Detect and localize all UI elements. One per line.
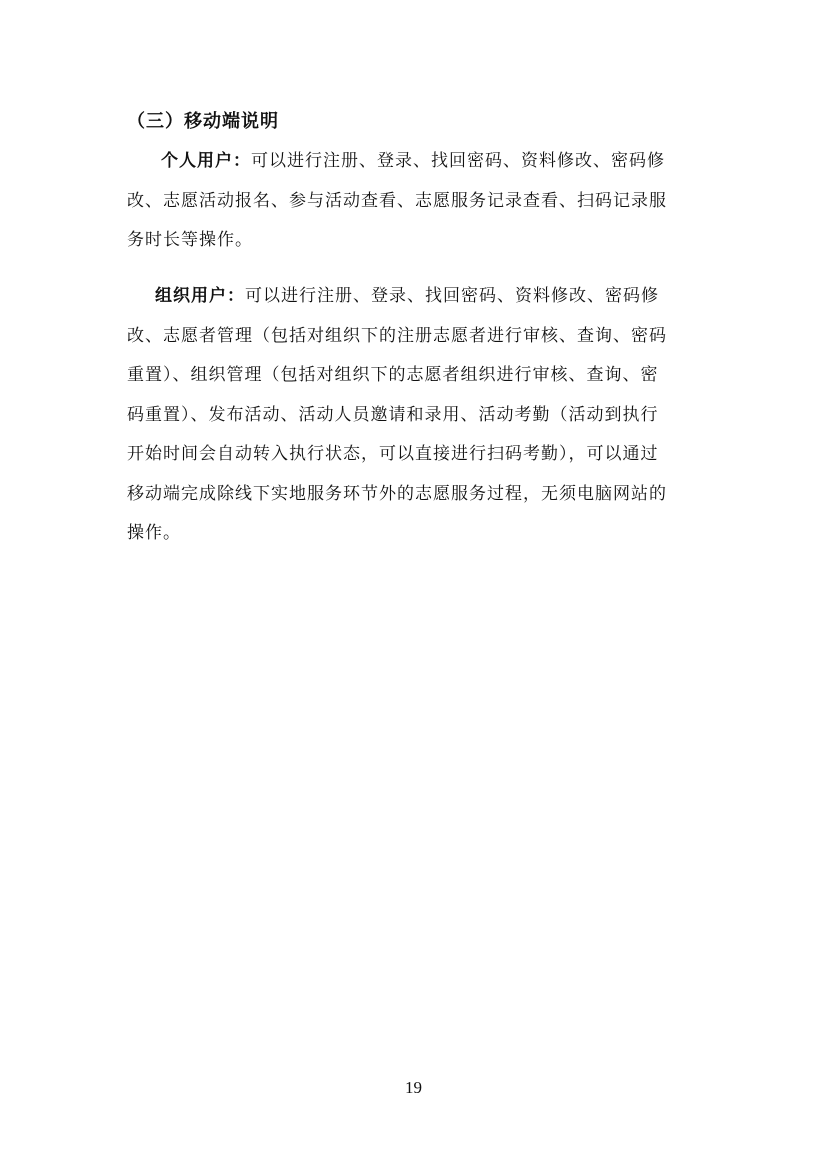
paragraph-line: 务时长等操作。 [127, 230, 253, 250]
paragraph-line: 开始时间会自动转入执行状态，可以直接进行扫码考勤），可以通过 [127, 444, 659, 464]
paragraph-line [127, 142, 701, 182]
paragraph-line: 改、志愿者管理（包括对组织下的注册志愿者进行审核、查询、密码 [127, 325, 667, 346]
paragraph-line: 重置）、组织管理（包括对组织下的志愿者组织进行审核、查询、密 [127, 365, 659, 385]
page-number: 19 [405, 1078, 422, 1097]
paragraph-line: 移动端完成除线下实地服务环节外的志愿服务过程，无须电脑网站的 [127, 483, 667, 504]
paragraph-line: 码重置）、发布活动、活动人员邀请和录用、活动考勤（活动到执行 [127, 404, 659, 425]
paragraph-line [127, 277, 701, 317]
organization-user-label: 组织用户： [155, 286, 245, 306]
personal-user-paragraph [127, 142, 701, 261]
paragraph-line: 操作。 [127, 523, 181, 543]
organization-user-paragraph [127, 277, 701, 554]
section-heading: （三）移动端说明 [127, 111, 279, 132]
personal-user-label: 个人用户： [161, 151, 251, 171]
paragraph-text: 可以进行注册、登录、找回密码、资料修改、密码修 [245, 286, 659, 306]
paragraph-text: 可以进行注册、登录、找回密码、资料修改、密码修 [251, 151, 665, 171]
paragraph-line: 改、志愿活动报名、参与活动查看、志愿服务记录查看、扫码记录服 [127, 190, 667, 211]
